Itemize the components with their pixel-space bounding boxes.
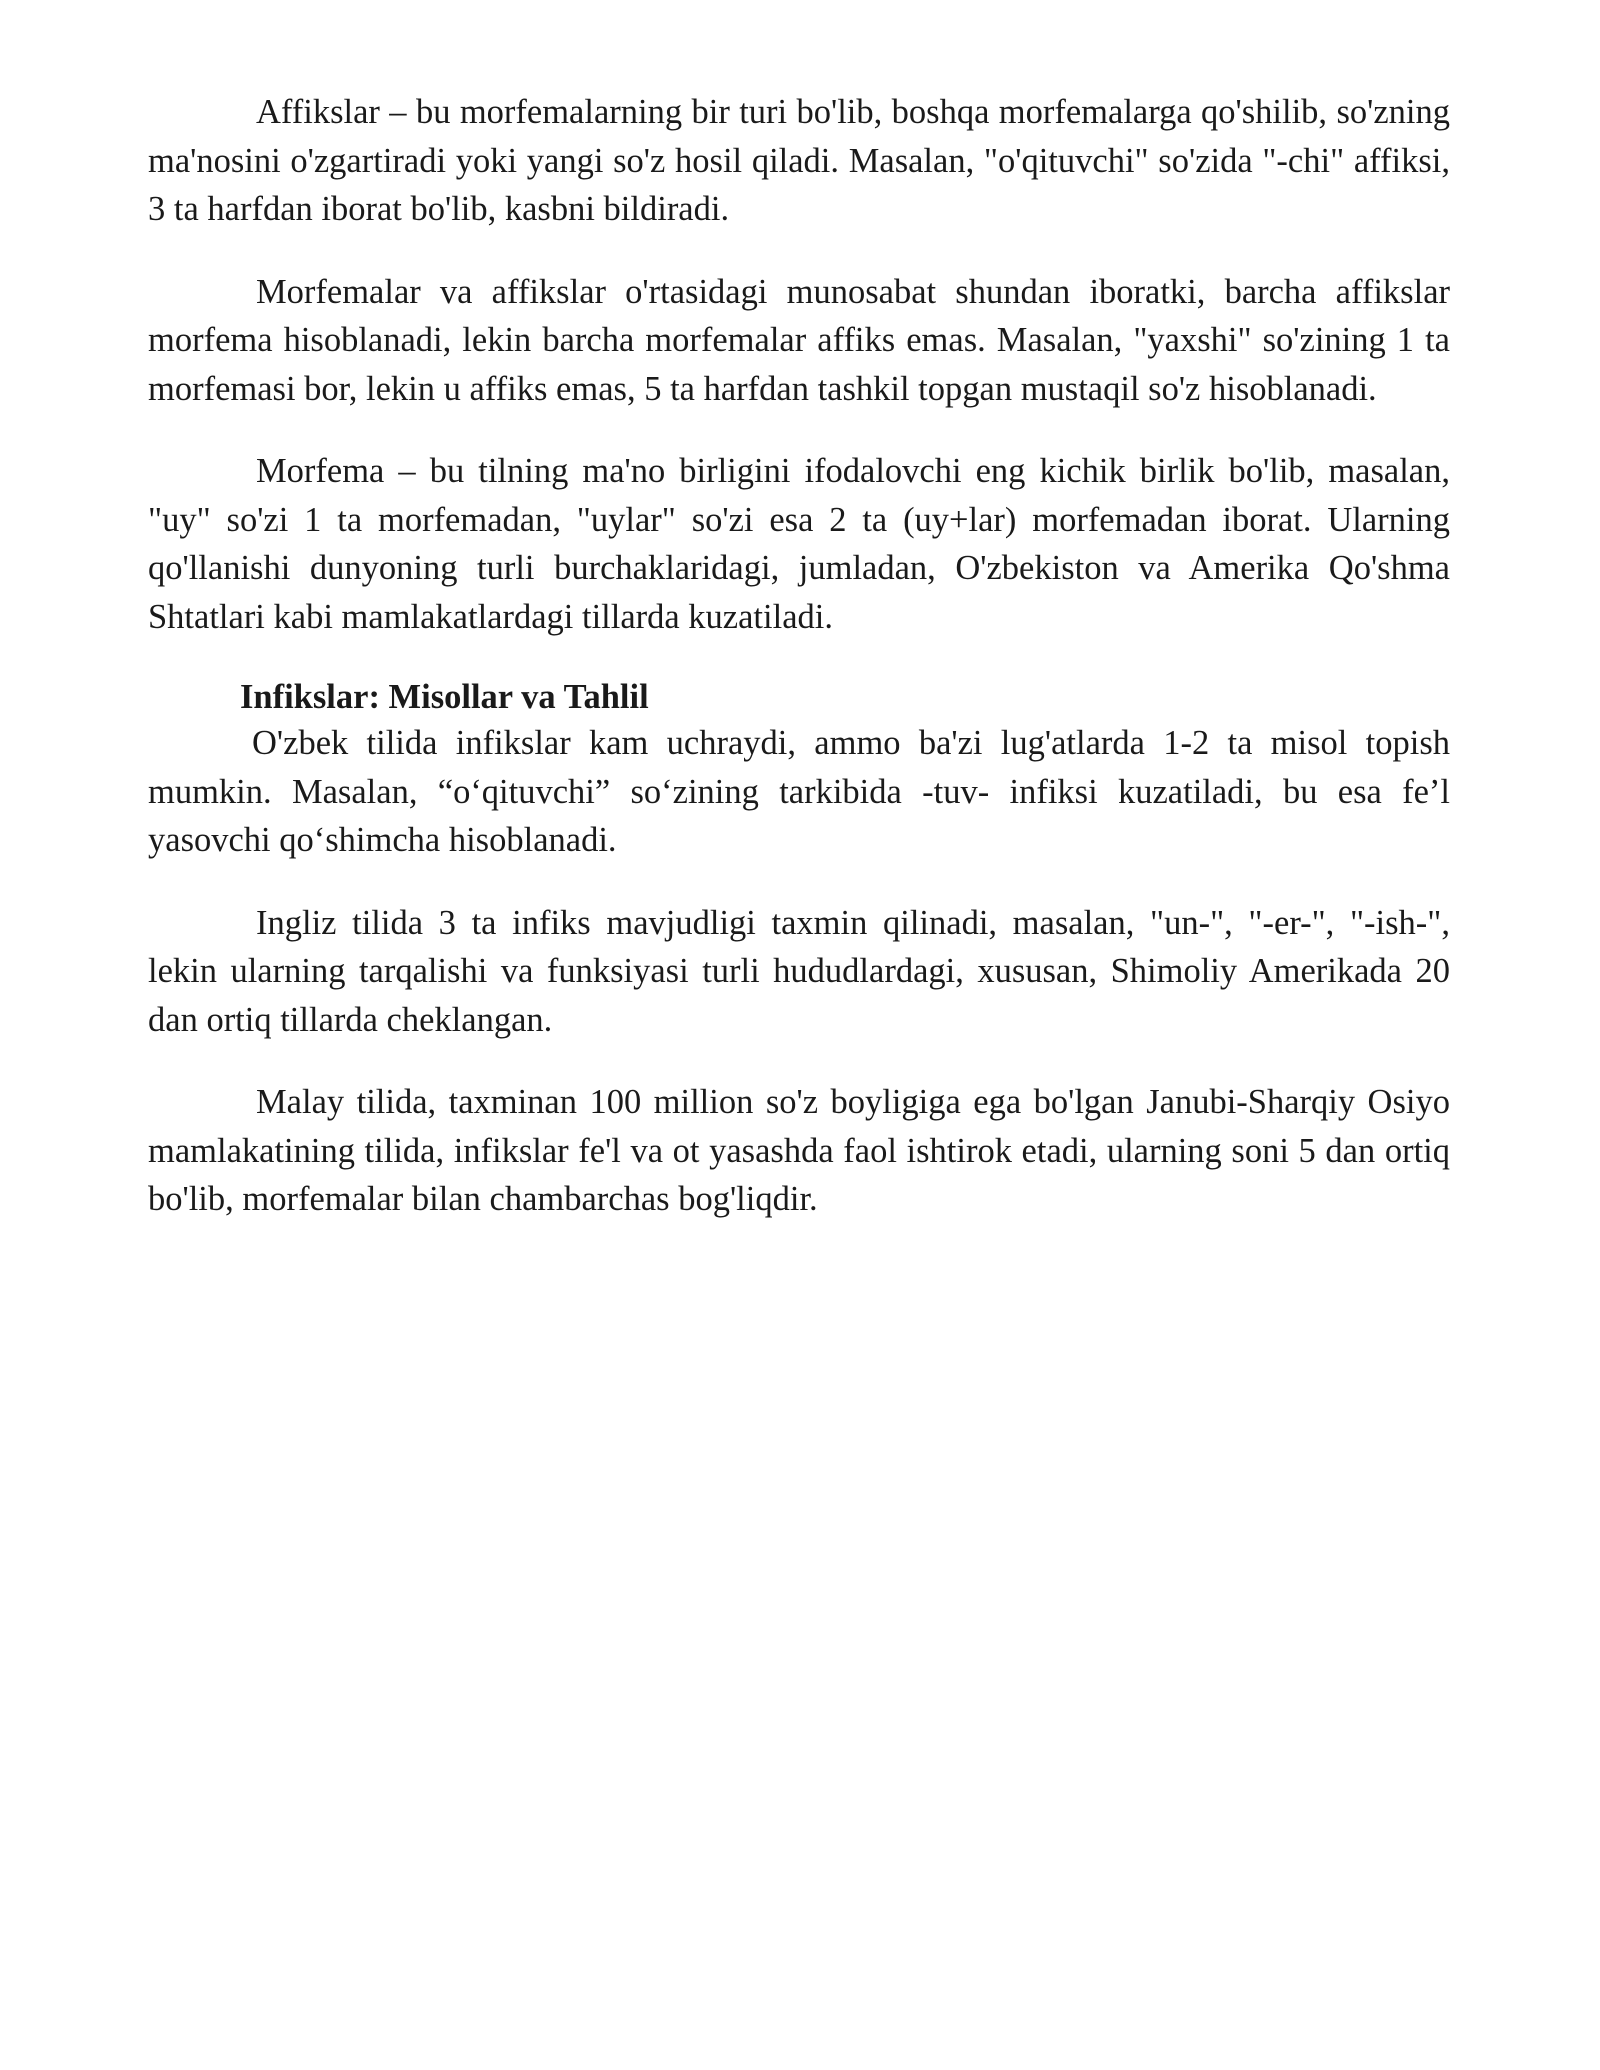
paragraph-morfemalar-va-affikslar: Morfemalar va affikslar o'rtasidagi munosabat shundan iboratki, barcha affikslar morfema hisoblanadi, lekin barcha morfemalar affiks emas. Masalan, "yaxshi" so'zining 1 ta morfemasi bor, lekin u affiks emas, 5 ta harfdan tashkil topgan mustaqil so'z hisoblanadi.	[148, 272, 1450, 408]
paragraph-morfema: Morfema – bu tilning ma'no birligini ifodalovchi eng kichik birlik bo'lib, masalan, "uy" so'zi 1 ta morfemadan, "uylar" so'zi esa 2 ta (uy+lar) morfemadan iborat. Ularning qo'llanishi dunyoning turli burchaklaridagi, jumladan, O'zbekiston va Amerika Qo'shma Shtatlari kabi mamlakatlardagi tillarda kuzatiladi.	[148, 452, 1450, 636]
paragraph-malay-infikslar: Malay tilida, taxminan 100 million so'z boyligiga ega bo'lgan Janubi-Sharqiy Osiyo mamlakatining tilida, infikslar fe'l va ot yasashda faol ishtirok etadi, ularning soni 5 dan ortiq bo'lib, morfemalar bilan chambarchas bog'liqdir.	[148, 1083, 1450, 1218]
document-body	[148, 88, 1450, 1258]
paragraph-affikslar: Affikslar – bu morfemalarning bir turi bo'lib, boshqa morfemalarga qo'shilib, so'zning ma'nosini o'zgartiradi yoki yangi so'z hosil qiladi. Masalan, "o'qituvchi" so'zida "-chi" affiksi, 3 ta harfdan iborat bo'lib, kasbni bildiradi.	[148, 93, 1450, 228]
section-heading: Infikslar: Misollar va Tahlil	[240, 678, 649, 716]
paragraph-ozbek-infikslar: O'zbek tilida infikslar kam uchraydi, ammo ba'zi lug'atlarda 1-2 ta misol topish mumkin. Masalan, “o‘qituvchi” so‘zining tarkibida -tuv- infiksi kuzatiladi, bu esa fe’l yasovchi qo‘shimcha hisoblanadi.	[148, 724, 1450, 859]
paragraph-ingliz-infikslar: Ingliz tilida 3 ta infiks mavjudligi taxmin qilinadi, masalan, "un-", "-er-", "-ish-", lekin ularning tarqalishi va funksiyasi turli hududlardagi, xususan, Shimoliy Amerikada 20 dan ortiq tillarda cheklangan.	[148, 903, 1450, 1039]
